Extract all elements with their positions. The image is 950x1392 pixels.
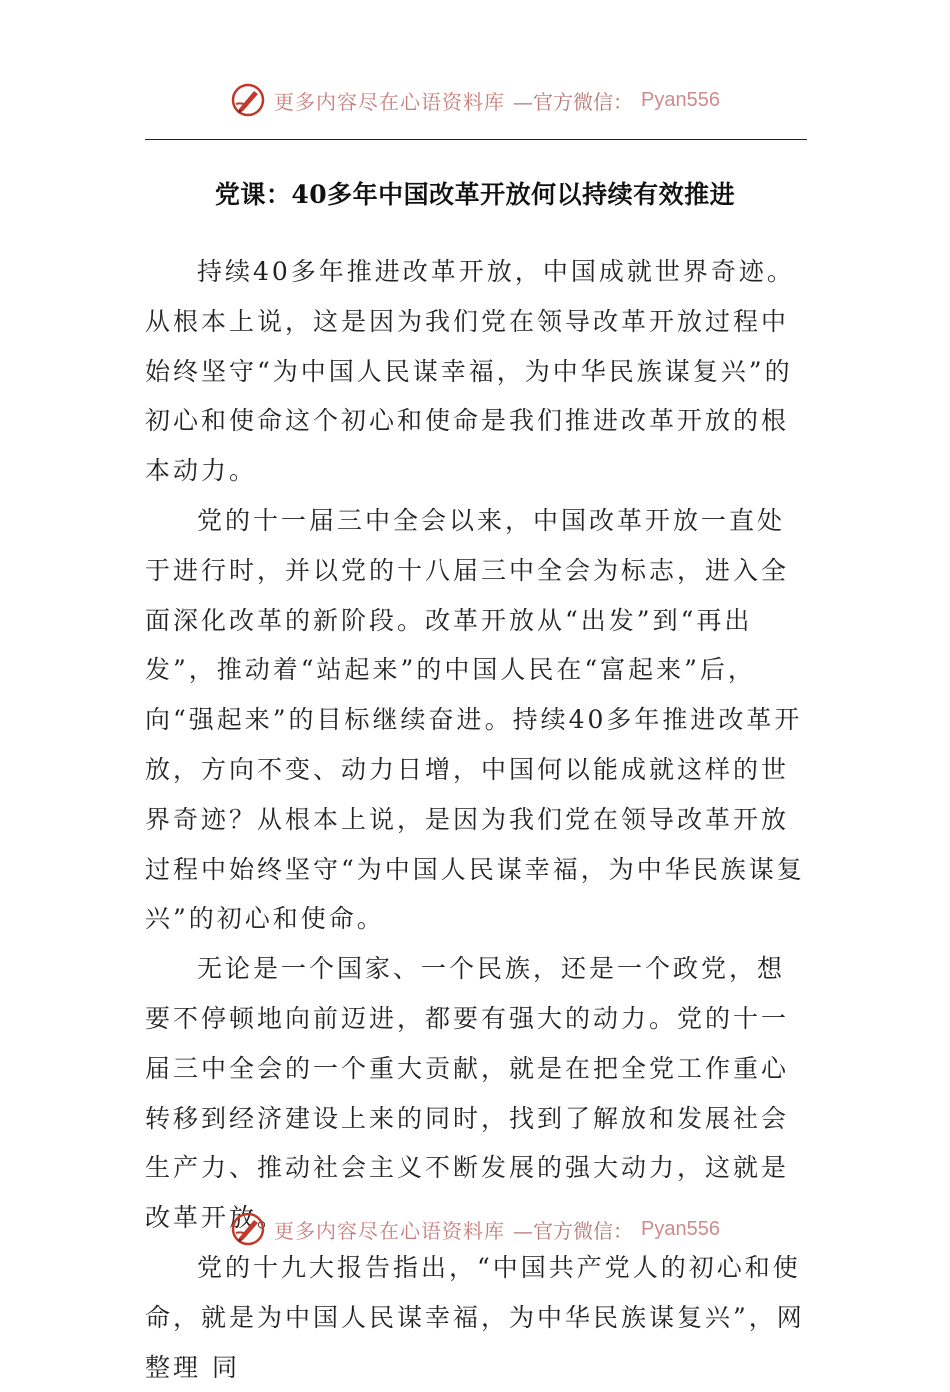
banner-brand: 更多内容尽在心语资料库 — [274, 89, 506, 114]
paragraph: 持续40多年推进改革开放，中国成就世界奇迹。从根本上说，这是因为我们党在领导改革开放过程中始终坚守“为中国人民谋幸福，为中华民族谋复兴”的初心和使命这个初心和使命是我们推进改革开放的根本动力。 — [145, 257, 795, 486]
banner-contact-id: Pyan556 — [641, 88, 720, 111]
paragraph: 无论是一个国家、一个民族，还是一个政党，想要不停顿地向前迈进，都要有强大的动力。党的十一届三中全会的一个重大贡献，就是在把全党工作重心转移到经济建设上来的同时，找到了解放和发展社会生产力、推动社会主义不断发展的强大动力，这就是改革开放。 — [145, 954, 790, 1233]
footer-banner — [0, 1207, 950, 1251]
banner-brand: 更多内容尽在心语资料库 — [274, 1218, 506, 1243]
header-banner — [0, 78, 950, 122]
banner-contact-id: Pyan556 — [641, 1217, 720, 1240]
paragraph: 党的十一届三中全会以来，中国改革开放一直处于进行时，并以党的十八届三中全会为标志，进入全面深化改革的新阶段。改革开放从“出发”到“再出发”，推动着“站起来”的中国人民在“富起来”后，向“强起来”的目标继续奋进。持续40多年推进改革开放，方向不变、动力日增，中国何以能成就这样的世界奇迹？从根本上说，是因为我们党在领导改革开放过程中始终坚守“为中国人民谋幸福，为中华民族谋复兴”的初心和使命。 — [145, 505, 805, 934]
banner-contact-label: —官方微信： — [513, 1218, 634, 1243]
pen-logo-icon — [230, 82, 266, 118]
header-rule — [145, 139, 807, 140]
banner-contact-label: —官方微信： — [513, 89, 634, 114]
document-title: 党课：40多年中国改革开放何以持续有效推进 — [214, 180, 736, 209]
paragraph: 党的十九大报告指出，“中国共产党人的初心和使命，就是为中国人民谋幸福，为中华民族谋复兴”，网整理 同 — [145, 1252, 805, 1382]
pen-logo-icon — [230, 1211, 266, 1247]
